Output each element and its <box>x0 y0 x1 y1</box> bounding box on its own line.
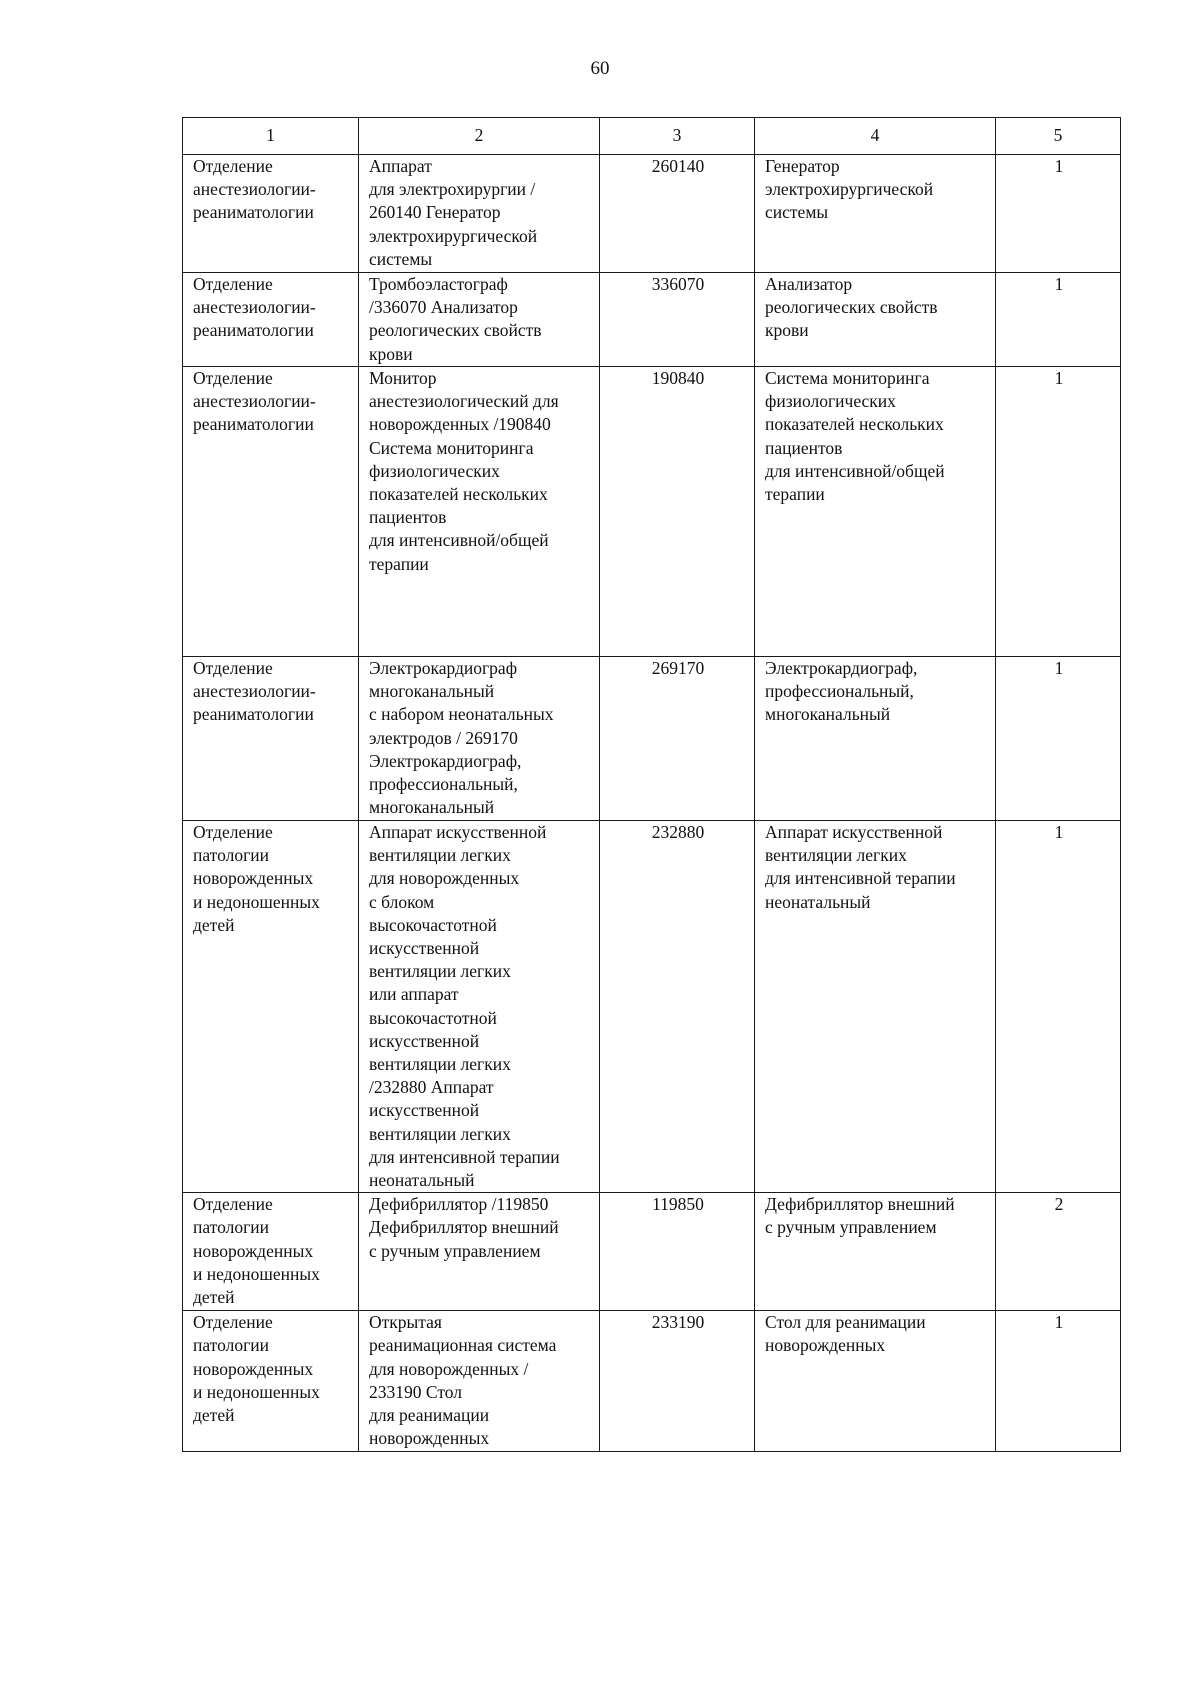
table-row <box>183 367 1121 657</box>
code-cell: 269170 <box>600 657 755 821</box>
page-number: 60 <box>590 58 610 79</box>
name-cell: Система мониторинга физиологических показателей нескольких пациентов для интенсивной/общей терапии <box>755 367 996 657</box>
equipment-cell: Аппарат искусственной вентиляции легких для новорожденных с блоком высокочастотной искусственной вентиляции легких или аппарат высокочастотной искусственной вентиляции легких /232880 Аппарат искусственной вентиляции легких для интенсивной терапии неонатальный <box>359 821 600 1193</box>
table-row <box>183 657 1121 821</box>
code-cell: 232880 <box>600 821 755 1193</box>
code-cell: 233190 <box>600 1311 755 1452</box>
code-cell: 119850 <box>600 1193 755 1311</box>
header-cell-2: 2 <box>359 118 600 155</box>
department-cell: Отделение анестезиологии- реаниматологии <box>183 657 359 821</box>
header-cell-5: 5 <box>996 118 1121 155</box>
name-cell: Стол для реанимации новорожденных <box>755 1311 996 1452</box>
department-cell: Отделение анестезиологии- реаниматологии <box>183 155 359 273</box>
department-cell: Отделение патологии новорожденных и недоношенных детей <box>183 821 359 1193</box>
quantity-cell: 1 <box>996 273 1121 367</box>
name-cell: Электрокардиограф, профессиональный, многоканальный <box>755 657 996 821</box>
department-cell: Отделение патологии новорожденных и недоношенных детей <box>183 1311 359 1452</box>
code-cell: 336070 <box>600 273 755 367</box>
name-cell: Генератор электрохирургической системы <box>755 155 996 273</box>
name-cell: Анализатор реологических свойств крови <box>755 273 996 367</box>
code-cell: 190840 <box>600 367 755 657</box>
equipment-cell: Открытая реанимационная система для новорожденных / 233190 Стол для реанимации новорожденных <box>359 1311 600 1452</box>
header-cell-4: 4 <box>755 118 996 155</box>
header-cell-3: 3 <box>600 118 755 155</box>
equipment-table <box>182 117 1121 1452</box>
table-header-row <box>183 118 1121 155</box>
table-row <box>183 1311 1121 1452</box>
header-cell-1: 1 <box>183 118 359 155</box>
department-cell: Отделение анестезиологии- реаниматологии <box>183 367 359 657</box>
equipment-cell: Дефибриллятор /119850 Дефибриллятор внешний с ручным управлением <box>359 1193 600 1311</box>
quantity-cell: 2 <box>996 1193 1121 1311</box>
equipment-cell: Аппарат для электрохирургии / 260140 Генератор электрохирургической системы <box>359 155 600 273</box>
code-cell: 260140 <box>600 155 755 273</box>
equipment-cell: Тромбоэластограф /336070 Анализатор реологических свойств крови <box>359 273 600 367</box>
table-row <box>183 155 1121 273</box>
name-cell: Аппарат искусственной вентиляции легких для интенсивной терапии неонатальный <box>755 821 996 1193</box>
quantity-cell: 1 <box>996 367 1121 657</box>
equipment-cell: Электрокардиограф многоканальный с набором неонатальных электродов / 269170 Электрокардиограф, профессиональный, многоканальный <box>359 657 600 821</box>
equipment-cell: Монитор анестезиологический для новорожденных /190840 Система мониторинга физиологических показателей нескольких пациентов для интенсивной/общей терапии <box>359 367 600 657</box>
name-cell: Дефибриллятор внешний с ручным управлением <box>755 1193 996 1311</box>
quantity-cell: 1 <box>996 821 1121 1193</box>
table-row <box>183 821 1121 1193</box>
table-row <box>183 1193 1121 1311</box>
quantity-cell: 1 <box>996 657 1121 821</box>
quantity-cell: 1 <box>996 1311 1121 1452</box>
table-row <box>183 273 1121 367</box>
department-cell: Отделение патологии новорожденных и недоношенных детей <box>183 1193 359 1311</box>
department-cell: Отделение анестезиологии- реаниматологии <box>183 273 359 367</box>
quantity-cell: 1 <box>996 155 1121 273</box>
